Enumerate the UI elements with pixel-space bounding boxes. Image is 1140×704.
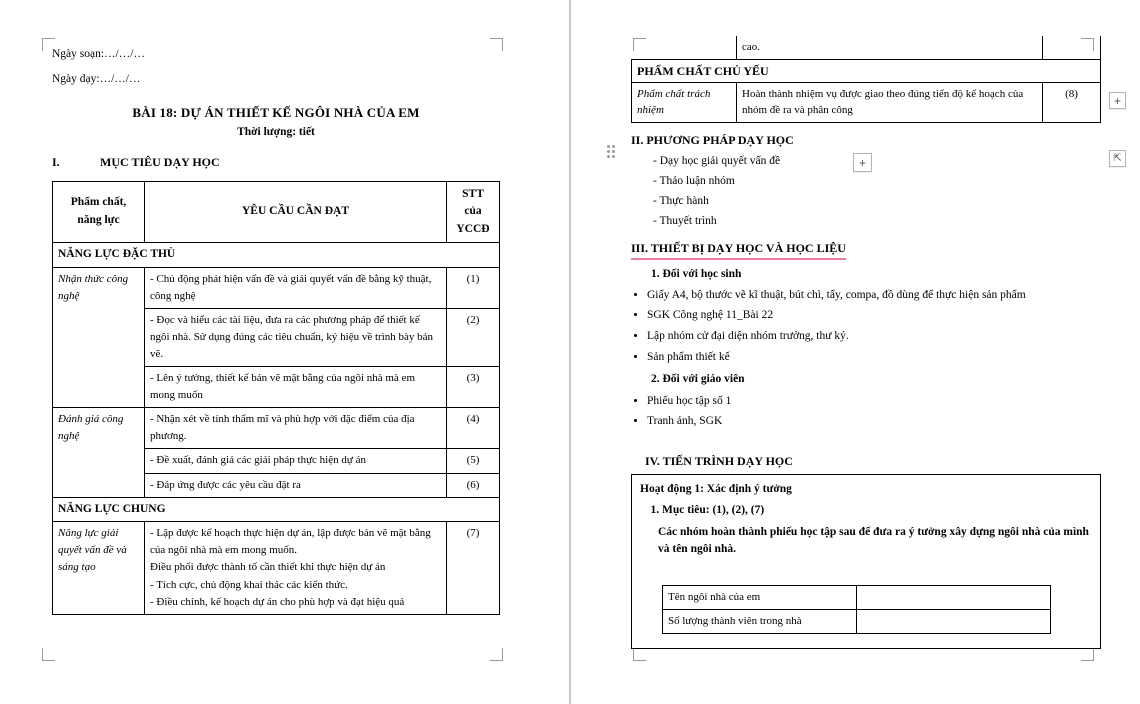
activity-description: Các nhóm hoàn thành phiếu học tập sau để đưa ra ý tưởng xây dựng ngôi nhà của mình và tên ngôi nhà. (658, 525, 1089, 556)
cell-quality-stt: (8) (1043, 82, 1101, 122)
header-cell-stt: STT của YCCĐ (447, 182, 500, 243)
method-item: - Thảo luận nhóm (653, 174, 735, 187)
subsection-students: 1. Đối với học sinh (651, 267, 742, 280)
section-2-title: II. PHƯƠNG PHÁP DẠY HỌC (631, 132, 794, 147)
cell-requirement-4: - Nhận xét về tính thẩm mĩ và phù hợp với đặc điểm của địa phương. (145, 408, 447, 449)
worksheet-table (662, 585, 1051, 634)
lesson-duration: Thời lượng: tiết (237, 126, 315, 138)
date-prepared: Ngày soạn:…/…/… (52, 48, 145, 60)
group-label-general: NĂNG LỰC CHUNG (53, 497, 500, 522)
quality-table (631, 36, 1101, 123)
crop-mark-bottom-left (633, 648, 646, 661)
table-row (53, 408, 500, 449)
table-row-section (632, 59, 1101, 82)
table-row (632, 82, 1101, 122)
table-resize-handle[interactable]: ⇱ (1109, 150, 1126, 167)
cell-empty (632, 36, 737, 59)
cell-stt-6: (6) (447, 473, 500, 497)
document-page-right (571, 0, 1140, 704)
student-materials-list (647, 287, 1101, 366)
group-label-specific: NĂNG LỰC ĐẶC THÙ (53, 243, 500, 268)
cell-requirement-5: - Đề xuất, đánh giá các giải pháp thực hiện dự án (145, 449, 447, 473)
cell-competence-problem-solving: Năng lực giải quyết vấn đề và sáng tạo (53, 522, 145, 614)
activity-box (631, 474, 1101, 649)
list-item: • Lập nhóm cử đại diện nhóm trưởng, thư ký. (647, 328, 1101, 345)
insert-button[interactable]: + (853, 153, 872, 172)
section-1-title: MỤC TIÊU DẠY HỌC (100, 155, 220, 170)
cell-stt-4: (4) (447, 408, 500, 449)
cell-continued-text: cao. (737, 36, 1043, 59)
method-item: - Thực hành (653, 195, 709, 207)
left-page-content (52, 46, 500, 615)
table-row (663, 586, 1051, 610)
worksheet-label-member-count: Số lượng thành viên trong nhà (663, 610, 857, 634)
worksheet-label-house-name: Tên ngôi nhà của em (663, 586, 857, 610)
method-item: - Thuyết trình (653, 215, 717, 228)
cell-requirement-7: - Lập được kế hoạch thực hiện dự án, lập được bản vẽ mặt bằng của ngôi nhà mà em mong muốn. Điều phối được thành tố cần thiết khi thực hiện dự án - Tích cực, chủ động khai thác các kiến thức. - Điều chỉnh, kế hoạch dự án cho phù hợp và đạt hiệu quả (145, 522, 447, 614)
method-item: - Dạy học giải quyết vấn đề (653, 154, 781, 167)
cell-stt-7: (7) (447, 522, 500, 614)
cell-competence-evaluation: Đánh giá công nghệ (53, 408, 145, 497)
document-page-left (0, 0, 569, 704)
section-1-number: I. (52, 155, 60, 170)
crop-mark-bottom-right (1081, 648, 1094, 661)
list-item: • Tranh ảnh, SGK (647, 413, 1101, 430)
cell-empty-stt (1043, 36, 1101, 59)
section-4-title: IV. TIẾN TRÌNH DẠY HỌC (645, 454, 793, 469)
worksheet-input-house-name[interactable] (856, 586, 1050, 610)
list-item: • SGK Công nghệ 11_Bài 22 (647, 307, 1101, 324)
cell-requirement-3: - Lên ý tưởng, thiết kế bản vẽ mặt bằng của ngôi nhà mà em mong muốn (145, 367, 447, 408)
cell-stt-5: (5) (447, 449, 500, 473)
add-row-button[interactable]: + (1109, 92, 1126, 109)
objectives-table (52, 181, 500, 614)
subsection-teachers: 2. Đối với giáo viên (651, 373, 745, 386)
table-group-row-specific (53, 243, 500, 268)
table-move-handle-icon[interactable] (607, 145, 615, 159)
cell-requirement-1: - Chủ động phát hiện vấn đề và giải quyết vấn đề bằng kỹ thuật, công nghệ (145, 268, 447, 309)
table-header-row (53, 182, 500, 243)
header-cell-competence: Phẩm chất, năng lực (53, 182, 145, 243)
date-taught: Ngày dạy:…/…/… (52, 73, 141, 86)
section-3-title: III. THIẾT BỊ DẠY HỌC VÀ HỌC LIỆU (631, 239, 846, 260)
table-row-cut (632, 36, 1101, 59)
cell-stt-2: (2) (447, 309, 500, 367)
worksheet-input-member-count[interactable] (856, 610, 1050, 634)
list-item: • Sản phẩm thiết kế (647, 349, 1101, 366)
cell-competence-awareness: Nhận thức công nghệ (53, 268, 145, 408)
teaching-methods-list (653, 153, 1101, 231)
cell-quality-desc: Hoàn thành nhiệm vụ được giao theo đúng tiến độ kế hoạch của nhóm đề ra và phân công (737, 82, 1043, 122)
cell-stt-3: (3) (447, 367, 500, 408)
objectives-table-wrap (52, 181, 500, 614)
quality-section-label: PHẨM CHẤT CHỦ YẾU (632, 59, 1101, 82)
header-cell-requirement: YÊU CẦU CẦN ĐẠT (145, 182, 447, 243)
cell-stt-1: (1) (447, 268, 500, 309)
table-row (53, 522, 500, 614)
section-3-title-wrap (631, 239, 1101, 260)
list-item: • Giấy A4, bộ thước vẽ kĩ thuật, bút chì, tẩy, compa, đồ dùng để thực hiện sản phẩm (647, 287, 1101, 304)
section-1-heading (52, 153, 500, 171)
lesson-title: BÀI 18: DỰ ÁN THIẾT KẾ NGÔI NHÀ CỦA EM (132, 104, 420, 120)
table-row (663, 610, 1051, 634)
activity-title: Hoạt động 1: Xác định ý tưởng (640, 483, 792, 496)
teacher-materials-list (647, 393, 1101, 430)
cell-requirement-6: - Đáp ứng được các yêu cầu đặt ra (145, 473, 447, 497)
activity-goal: 1. Mục tiêu: (1), (2), (7) (662, 502, 1092, 519)
crop-mark-bottom-left (42, 648, 55, 661)
table-row (53, 268, 500, 309)
right-page-content (631, 36, 1101, 649)
list-item: • Phiếu học tập số 1 (647, 393, 1101, 410)
cell-requirement-2: - Đọc và hiểu các tài liệu, đưa ra các phương pháp để thiết kế ngôi nhà. Sử dụng đúng các tiêu chuẩn, ký hiệu về trình bày bản vẽ. (145, 309, 447, 367)
activity-goal-list (662, 502, 1092, 519)
cell-quality-name: Phẩm chất trách nhiệm (632, 82, 737, 122)
crop-mark-bottom-right (490, 648, 503, 661)
table-group-row-general (53, 497, 500, 522)
